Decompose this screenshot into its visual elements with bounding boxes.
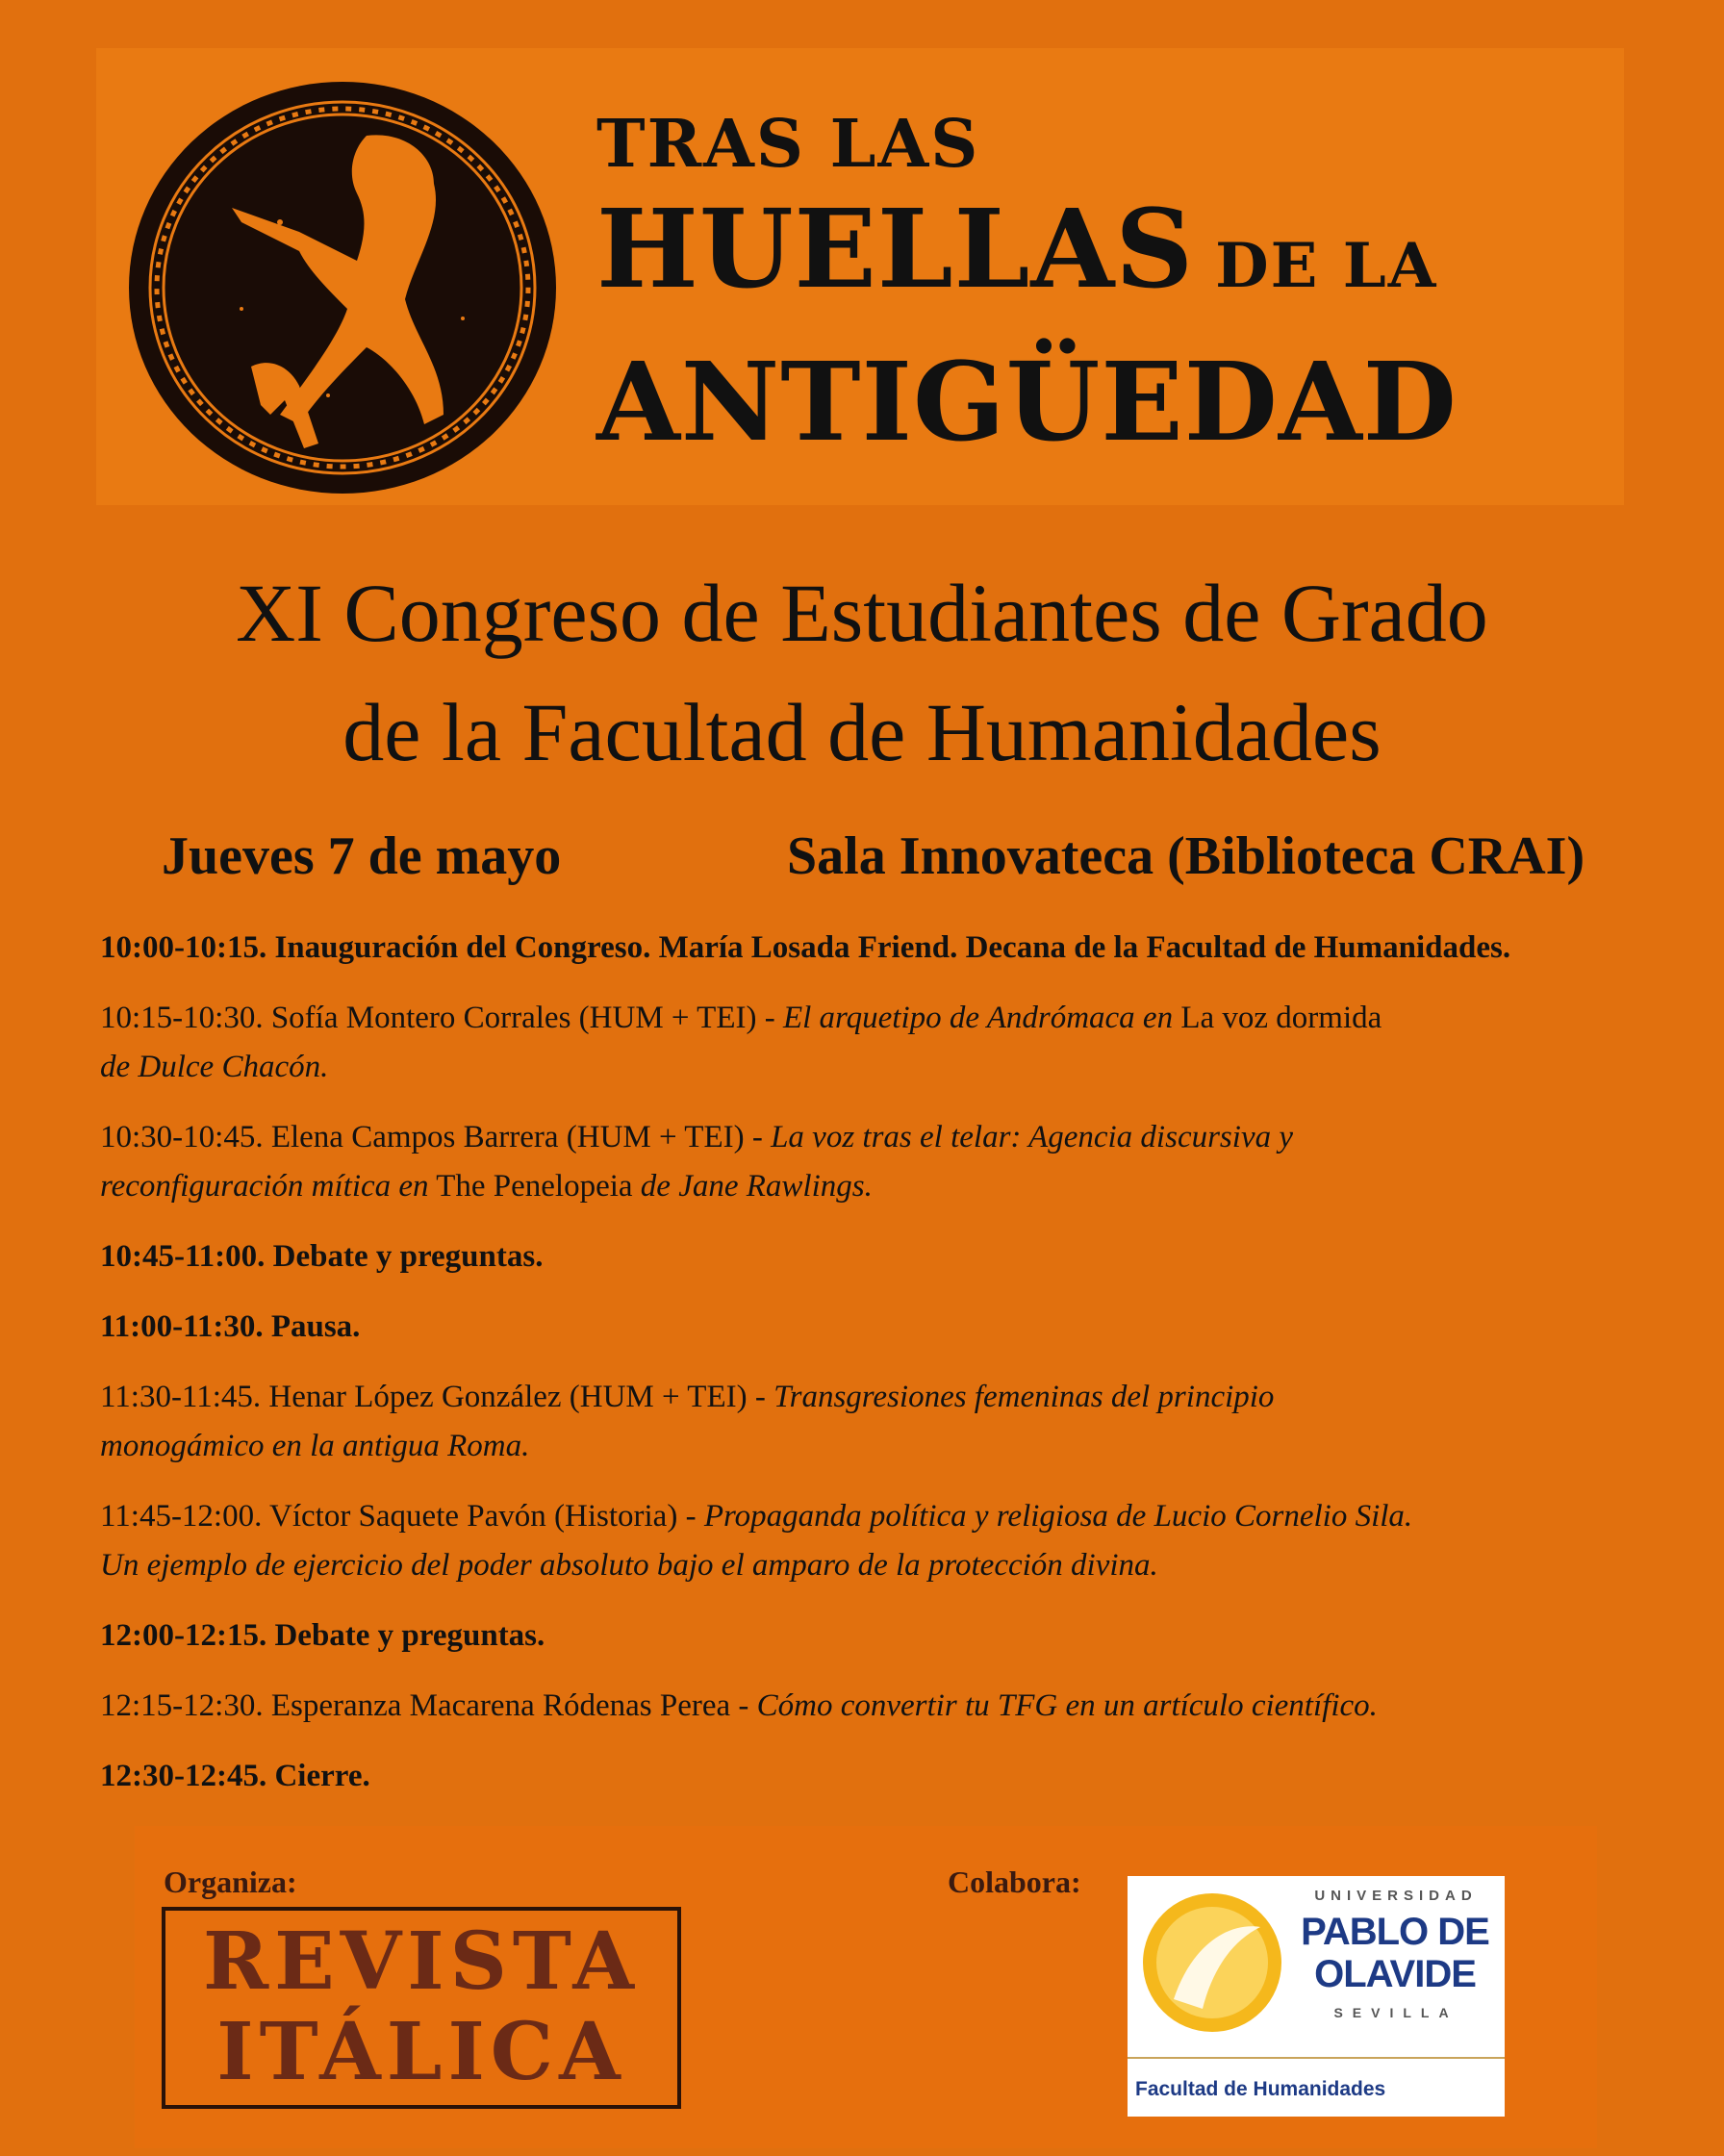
upo-sevilla: SEVILLA [1333,2005,1458,2020]
upo-facultad: Facultad de Humanidades [1135,2078,1386,2100]
program-item: 12:30-12:45. Cierre. [100,1759,370,1793]
colabora-label: Colabora: [948,1864,1081,1899]
greek-medallion-image [126,78,559,497]
program-list [100,924,1668,1822]
program-item: 11:00-11:30. Pausa. [100,1309,361,1344]
title-line-3: ANTIGÜEDAD [596,340,1458,466]
program-item: 12:00-12:15. Debate y preguntas. [100,1618,545,1653]
congress-title: XI Congreso de Estudiantes de Grado de la Facultad de Humanidades [236,567,1488,778]
program-item: 10:45-11:00. Debate y preguntas. [100,1239,544,1274]
divider [1128,2057,1505,2059]
program-item: 11:30-11:45. Henar López González (HUM + TEI) - Transgresiones femeninas del principio monogámico en la antigua Roma. [100,1380,1275,1463]
upo-universidad: UNIVERSIDAD [1314,1888,1478,1904]
revista-italica-logo: REVISTA ITÁLICA [162,1907,681,2109]
event-title [596,106,1597,466]
upo-emblem-icon [1135,1884,1289,2042]
event-place: Sala Innovateca (Biblioteca CRAI) [787,826,1585,886]
title-line-2: HUELLAS DE LA [596,187,1438,313]
upo-logo [1128,1876,1505,2117]
title-line-1: TRAS LAS [596,106,980,183]
program-item: 10:30-10:45. Elena Campos Barrera (HUM + TEI) - La voz tras el telar: Agencia discursiva y reconfiguración mítica en The Penelopeia de Jane Rawlings. [100,1120,1293,1204]
program-item: 12:15-12:30. Esperanza Macarena Ródenas Perea - Cómo convertir tu TFG en un artículo científico. [100,1688,1378,1723]
program-item: 10:00-10:15. Inauguración del Congreso. María Losada Friend. Decana de la Facultad de Humanidades. [100,930,1511,965]
event-info [0,825,1724,893]
program-item: 11:45-12:00. Víctor Saquete Pavón (Historia) - Propaganda política y religiosa de Lucio Cornelio Sila. Un ejemplo de ejercicio del poder absoluto bajo el amparo de la protección divina. [100,1499,1413,1583]
event-date: Jueves 7 de mayo [162,826,562,886]
program-item: 10:15-10:30. Sofía Montero Corrales (HUM + TEI) - El arquetipo de Andrómaca en La voz dormida de Dulce Chacón. [100,1001,1382,1084]
upo-name: PABLO DE OLAVIDE [1301,1911,1489,1995]
organiza-label: Organiza: [164,1864,297,1899]
